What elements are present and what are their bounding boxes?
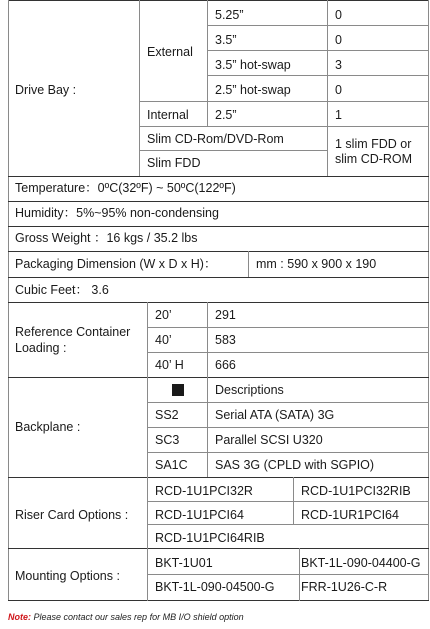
container-qty-3: 666 xyxy=(215,358,236,372)
riser-row-line-1 xyxy=(147,501,429,502)
backplane-desc-1: Serial ATA (SATA) 3G xyxy=(215,408,335,422)
riser-label: Riser Card Options : xyxy=(15,508,129,522)
external-label: External xyxy=(147,45,193,59)
container-divider-2 xyxy=(207,302,208,377)
backplane-code-1: SS2 xyxy=(155,408,179,422)
mounting-item-4: FRR-1U26-C-R xyxy=(301,580,388,594)
riser-item-1: RCD-1U1PCI32R xyxy=(155,484,253,498)
container-qty-1: 291 xyxy=(215,308,236,322)
container-size-3: 40’ H xyxy=(155,358,184,372)
mounting-label: Mounting Options : xyxy=(15,569,120,583)
drive-row-line-6 xyxy=(139,150,327,151)
footnote xyxy=(8,612,244,622)
riser-item-4: RCD-1UR1PCI64 xyxy=(301,508,399,522)
backplane-row-line-1 xyxy=(147,402,429,403)
section-line-riser xyxy=(8,477,429,478)
table-left-border xyxy=(8,0,9,601)
drive-bay-label: Drive Bay : xyxy=(15,83,77,97)
drive-count-4: 0 xyxy=(335,83,342,97)
section-line-packaging xyxy=(8,251,429,252)
section-line-temp xyxy=(8,176,429,177)
drive-size-4: 2.5” hot-swap xyxy=(215,83,291,97)
backplane-row-line-3 xyxy=(147,452,429,453)
slim-cd-label: Slim CD-Rom/DVD-Rom xyxy=(147,132,284,146)
mounting-item-2: BKT-1L-090-04400-G xyxy=(301,556,421,570)
slim-value-line1: 1 slim FDD or xyxy=(335,137,412,151)
drive-row-line-1 xyxy=(207,25,429,26)
drive-count-5: 1 xyxy=(335,108,342,122)
note-text: Please contact our sales rep for MB I/O shield option xyxy=(31,612,244,622)
slim-value-line2: slim CD-ROM xyxy=(335,152,413,166)
backplane-row-line-2 xyxy=(147,427,429,428)
backplane-label: Backplane : xyxy=(15,420,81,434)
drive-size-5: 2.5” xyxy=(215,108,237,122)
container-size-2: 40’ xyxy=(155,333,172,347)
drive-row-line-3 xyxy=(207,75,429,76)
container-row-line-2 xyxy=(147,352,429,353)
backplane-header: Descriptions xyxy=(215,383,284,397)
humidity-spec: Humidity：5%~95% non-condensing xyxy=(15,206,219,220)
drive-size-3: 3.5” hot-swap xyxy=(215,58,291,72)
riser-item-3: RCD-1U1PCI64 xyxy=(155,508,244,522)
container-divider-1 xyxy=(147,302,148,377)
internal-label: Internal xyxy=(147,108,189,122)
packaging-label: Packaging Dimension (W x D x H)： xyxy=(15,257,217,271)
packaging-divider xyxy=(248,251,249,277)
backplane-code-3: SA1C xyxy=(155,458,188,472)
mounting-item-3: BKT-1L-090-04500-G xyxy=(155,580,275,594)
section-line-weight xyxy=(8,226,429,227)
cubic-feet-spec: Cubic Feet： 3.6 xyxy=(15,283,109,297)
container-label-line1: Reference Container xyxy=(15,325,131,339)
drive-size-2: 3.5” xyxy=(215,33,237,47)
riser-divider-1 xyxy=(147,477,148,548)
spec-table xyxy=(8,0,429,601)
note-label: Note: xyxy=(8,612,31,622)
drive-size-1: 5.25” xyxy=(215,8,244,22)
packaging-value: mm : 590 x 900 x 190 xyxy=(256,257,377,271)
backplane-desc-3: SAS 3G (CPLD with SGPIO) xyxy=(215,458,375,472)
section-line-backplane xyxy=(8,377,429,378)
table-right-border xyxy=(428,0,429,601)
temperature-spec: Temperature：0ºC(32ºF) ~ 50ºC(122ºF) xyxy=(15,181,236,195)
table-top-border xyxy=(8,0,429,1)
container-row-line-1 xyxy=(147,327,429,328)
drive-size-divider xyxy=(207,0,208,126)
gross-weight-spec: Gross Weight ：16 kgs / 35.2 lbs xyxy=(15,231,198,245)
section-line-cubic xyxy=(8,277,429,278)
riser-item-5: RCD-1U1PCI64RIB xyxy=(155,531,265,545)
mounting-row-line-1 xyxy=(147,574,429,575)
riser-item-2: RCD-1U1PCI32RIB xyxy=(301,484,411,498)
backplane-code-2: SC3 xyxy=(155,433,180,447)
drive-count-2: 0 xyxy=(335,33,342,47)
table-bottom-border xyxy=(8,600,429,601)
mounting-item-1: BKT-1U01 xyxy=(155,556,213,570)
container-qty-2: 583 xyxy=(215,333,236,347)
section-line-mounting xyxy=(8,548,429,549)
drive-row-line-5 xyxy=(139,126,429,127)
drive-count-3: 3 xyxy=(335,58,342,72)
container-size-1: 20’ xyxy=(155,308,172,322)
container-label-line2: Loading : xyxy=(15,341,67,355)
drive-count-1: 0 xyxy=(335,8,342,22)
drive-row-line-4 xyxy=(139,101,429,102)
drive-count-divider xyxy=(327,0,328,176)
section-line-humidity xyxy=(8,201,429,202)
square-bullet-icon xyxy=(172,384,184,396)
slim-fdd-label: Slim FDD xyxy=(147,156,201,170)
section-line-container xyxy=(8,302,429,303)
riser-row-line-2 xyxy=(147,524,429,525)
drive-row-line-2 xyxy=(207,50,429,51)
backplane-desc-2: Parallel SCSI U320 xyxy=(215,433,323,447)
